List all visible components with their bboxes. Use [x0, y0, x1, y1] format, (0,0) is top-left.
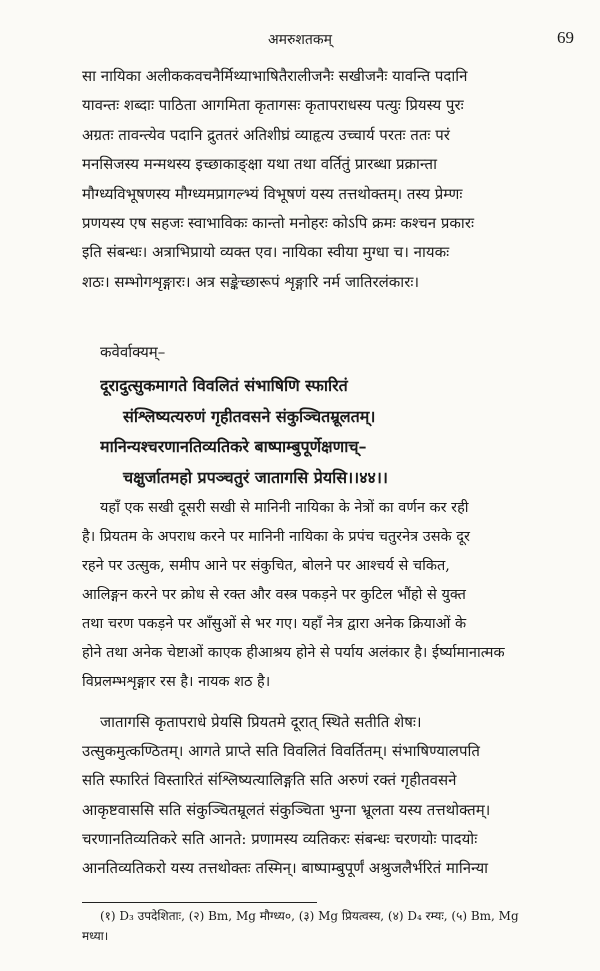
text-line: होने तथा अनेक चेष्टाओं काएक हीआश्रय होने से पर्याय अलंकार है। ईर्ष्यामानात्मक: [82, 645, 505, 661]
text-line: चरणानतिव्यतिकरे सति आनते: प्रणामस्य व्यतिकरः संबन्धः चरणयोः पादयोः: [82, 829, 478, 848]
sanskrit-commentary-paragraph: [82, 62, 582, 297]
verse-line: दूरादुत्सुकमागते विवलितं संभाषिणि स्फारितं: [100, 376, 348, 395]
text-line: यहाँ एक सखी दूसरी सखी से मानिनी नायिका के नेत्रों का वर्णन कर रही: [100, 500, 469, 516]
text-line: है। प्रियतम के अपराध करने पर मानिनी नायिका के प्रपंच चतुरनेत्र उसके दूर: [82, 529, 470, 545]
text-line: शठः। सम्भोगशृङ्गारः। अत्र सङ्केच्छारूपं शृङ्गारि नर्म जातिरलंकारः।: [82, 272, 420, 291]
verse-line: संश्लिष्यत्यरुणं गृहीतवसने संकुञ्चितम्रूलतम्।: [123, 406, 376, 426]
text-line: यावन्तः शब्दाः पाठिता आगमिता कृतागसः कृतापराधस्य पत्युः प्रियस्य पुरः: [82, 96, 464, 115]
footnote-line: मध्या।: [82, 929, 109, 943]
verse-line: चक्षुर्जातमहो प्रपञ्चतुरं जातागसि प्रेयसि।।४४।।: [123, 467, 388, 487]
text-line: आनतिव्यतिकरो यस्य तत्तथोक्तः तस्मिन्। बाष्पाम्बुपूर्णं अश्रुजलैर्भरितं मानिन्या: [82, 858, 489, 877]
text-line: मौग्ध्यविभूषणस्य मौग्ध्यमप्रागल्भ्यं विभूषणं यस्य तत्तथोक्तम्। तस्य प्रेम्णः: [82, 184, 463, 203]
text-line: जातागसि कृतापराधे प्रेयसि प्रियतमे दूरात् स्थिते सतीति शेषः।: [100, 713, 422, 731]
footnote-line: (१) D₃ उपदेशिताः, (२) Bm, Mg मौग्ध्य०, (३) Mg प्रियत्वस्य, (४) D₄ रम्यः, (५) Bm, Mg: [100, 909, 519, 923]
text-line: सा नायिका अलीककवचनैर्मिथ्याभाषितैरालीजनैः सखीजनैः यावन्ति पदानि: [82, 67, 468, 85]
verse-line: मानिन्यश्चरणानतिव्यतिकरे बाष्पाम्बुपूर्णेक्षणाच्–: [100, 437, 367, 456]
text-line: मनसिजस्य मन्मथस्य इच्छाकाङ्क्षा यथा तथा वर्तितुं प्रारब्धा प्रक्रान्ता: [82, 155, 437, 174]
text-line: रहने पर उत्सुक, समीप आने पर संकुचित, बोलने पर आश्चर्य से चकित,: [82, 558, 450, 574]
footnotes: [82, 906, 582, 946]
running-head: [0, 24, 600, 48]
text-line: विप्रलम्भशृङ्गार रस है। नायक शठ है।: [82, 674, 271, 690]
text-line: तथा चरण पकड़ने पर आँसुओं से भर गए। यहाँ नेत्र द्वारा अनेक क्रियाओं के: [82, 616, 467, 632]
kaver-vakyam-heading: कवेर्वाक्यम्–: [100, 343, 166, 361]
text-line: अग्रतः तावन्त्येव पदानि द्रुततरं अतिशीघ्रं व्याहृत्य उच्चार्य परतः ततः परं: [82, 125, 450, 144]
text-line: इति संबन्धः। अत्राभिप्रायो व्यक्त एव। नायिका स्वीया मुग्धा च। नायकः: [82, 243, 450, 262]
page-number: 69: [557, 28, 574, 47]
text-line: उत्सुकमुत्कण्ठितम्। आगते प्राप्ते सति विवलितं विवर्तितम्। संभाषिण्यालपति: [82, 742, 480, 761]
sanskrit-commentary-paragraph-2: [82, 708, 582, 883]
hindi-explanation-paragraph: [82, 494, 582, 697]
verse-44: [100, 371, 580, 493]
text-line: प्रणयस्य एष सहजः स्वाभाविकः कान्तो मनोहरः कोऽपि क्रमः कश्चन प्रकारः: [82, 213, 474, 232]
text-line: आलिङ्गन करने पर क्रोध से रक्त और वस्त्र पकड़ने पर कुटिल भौंहो से युक्त: [82, 587, 466, 603]
text-line: आकृष्टवाससि सति संकुञ्चितम्रूलतं संकुञ्चिता भुग्ना भ्रूलता यस्य तत्तथोक्तम्।: [82, 800, 491, 819]
running-title: अमरुशतकम्: [267, 32, 333, 48]
text-line: सति स्फारितं विस्तारितं संश्लिष्यत्यालिङ्गति सति अरुणं रक्तं गृहीतवसने: [82, 771, 457, 790]
footnote-divider: [82, 902, 317, 903]
